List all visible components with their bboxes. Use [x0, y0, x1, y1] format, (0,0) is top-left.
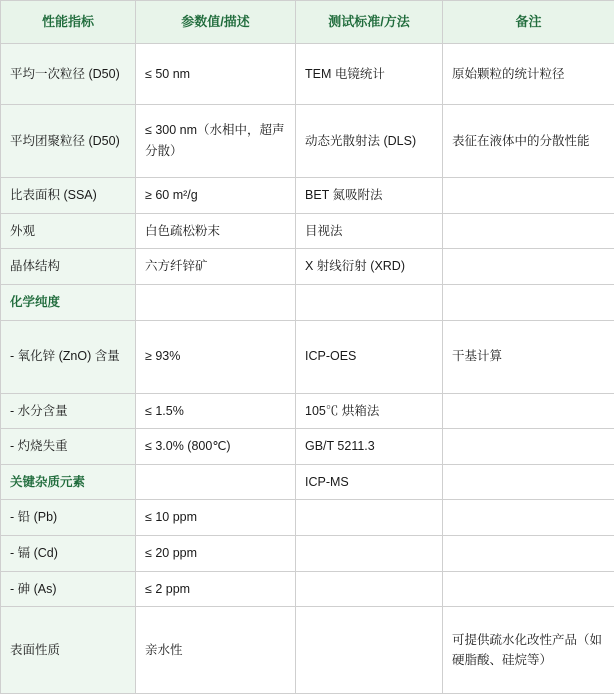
- cell-value: ≥ 60 m²/g: [136, 178, 296, 214]
- cell-value: ≤ 2 ppm: [136, 571, 296, 607]
- table-header: [1, 1, 614, 44]
- cell-method: 目视法: [296, 213, 443, 249]
- table-row: [1, 284, 614, 320]
- table-row: [1, 178, 614, 214]
- cell-method: 动态光散射法 (DLS): [296, 105, 443, 178]
- table-row: [1, 249, 614, 285]
- cell-metric: - 镉 (Cd): [1, 536, 136, 572]
- table-row: [1, 571, 614, 607]
- cell-method: ICP-OES: [296, 320, 443, 393]
- table-row: [1, 464, 614, 500]
- cell-metric: 平均团聚粒径 (D50): [1, 105, 136, 178]
- cell-value: ≤ 300 nm（水相中，超声分散）: [136, 105, 296, 178]
- cell-metric: 晶体结构: [1, 249, 136, 285]
- cell-metric: 外观: [1, 213, 136, 249]
- cell-method: ICP-MS: [296, 464, 443, 500]
- cell-note: [443, 284, 614, 320]
- cell-method: BET 氮吸附法: [296, 178, 443, 214]
- table-row: [1, 500, 614, 536]
- cell-method: [296, 284, 443, 320]
- column-header-metric: 性能指标: [1, 1, 136, 44]
- cell-note: 原始颗粒的统计粒径: [443, 44, 614, 105]
- cell-value: ≤ 3.0% (800℃): [136, 429, 296, 465]
- cell-method: [296, 607, 443, 694]
- cell-metric: 表面性质: [1, 607, 136, 694]
- cell-note: [443, 393, 614, 429]
- cell-metric: - 铅 (Pb): [1, 500, 136, 536]
- cell-value: ≥ 93%: [136, 320, 296, 393]
- cell-value: 六方纤锌矿: [136, 249, 296, 285]
- cell-value: [136, 464, 296, 500]
- column-header-value: 参数值/描述: [136, 1, 296, 44]
- cell-metric: - 水分含量: [1, 393, 136, 429]
- cell-value: ≤ 50 nm: [136, 44, 296, 105]
- cell-method: X 射线衍射 (XRD): [296, 249, 443, 285]
- cell-method: [296, 500, 443, 536]
- cell-metric: 比表面积 (SSA): [1, 178, 136, 214]
- table-body: [1, 44, 614, 694]
- table-row: [1, 536, 614, 572]
- cell-method: TEM 电镜统计: [296, 44, 443, 105]
- table-row: [1, 44, 614, 105]
- cell-method: 105℃ 烘箱法: [296, 393, 443, 429]
- table-row: [1, 320, 614, 393]
- cell-metric: 化学纯度: [1, 284, 136, 320]
- cell-metric: - 灼烧失重: [1, 429, 136, 465]
- table-header-row: [1, 1, 614, 44]
- cell-value: 白色疏松粉末: [136, 213, 296, 249]
- cell-metric: - 砷 (As): [1, 571, 136, 607]
- cell-value: 亲水性: [136, 607, 296, 694]
- cell-method: [296, 536, 443, 572]
- cell-value: ≤ 10 ppm: [136, 500, 296, 536]
- cell-value: ≤ 1.5%: [136, 393, 296, 429]
- cell-metric: - 氧化锌 (ZnO) 含量: [1, 320, 136, 393]
- table-row: [1, 607, 614, 694]
- cell-value: [136, 284, 296, 320]
- column-header-method: 测试标准/方法: [296, 1, 443, 44]
- cell-note: [443, 464, 614, 500]
- cell-note: [443, 536, 614, 572]
- cell-note: [443, 213, 614, 249]
- cell-metric: 关键杂质元素: [1, 464, 136, 500]
- cell-note: [443, 500, 614, 536]
- cell-note: 干基计算: [443, 320, 614, 393]
- column-header-note: 备注: [443, 1, 614, 44]
- table-row: [1, 105, 614, 178]
- cell-note: [443, 249, 614, 285]
- cell-note: 表征在液体中的分散性能: [443, 105, 614, 178]
- cell-method: [296, 571, 443, 607]
- cell-value: ≤ 20 ppm: [136, 536, 296, 572]
- cell-method: GB/T 5211.3: [296, 429, 443, 465]
- cell-note: [443, 429, 614, 465]
- table-row: [1, 393, 614, 429]
- table-row: [1, 213, 614, 249]
- cell-note: [443, 571, 614, 607]
- cell-note: 可提供疏水化改性产品（如硬脂酸、硅烷等）: [443, 607, 614, 694]
- table-row: [1, 429, 614, 465]
- cell-note: [443, 178, 614, 214]
- cell-metric: 平均一次粒径 (D50): [1, 44, 136, 105]
